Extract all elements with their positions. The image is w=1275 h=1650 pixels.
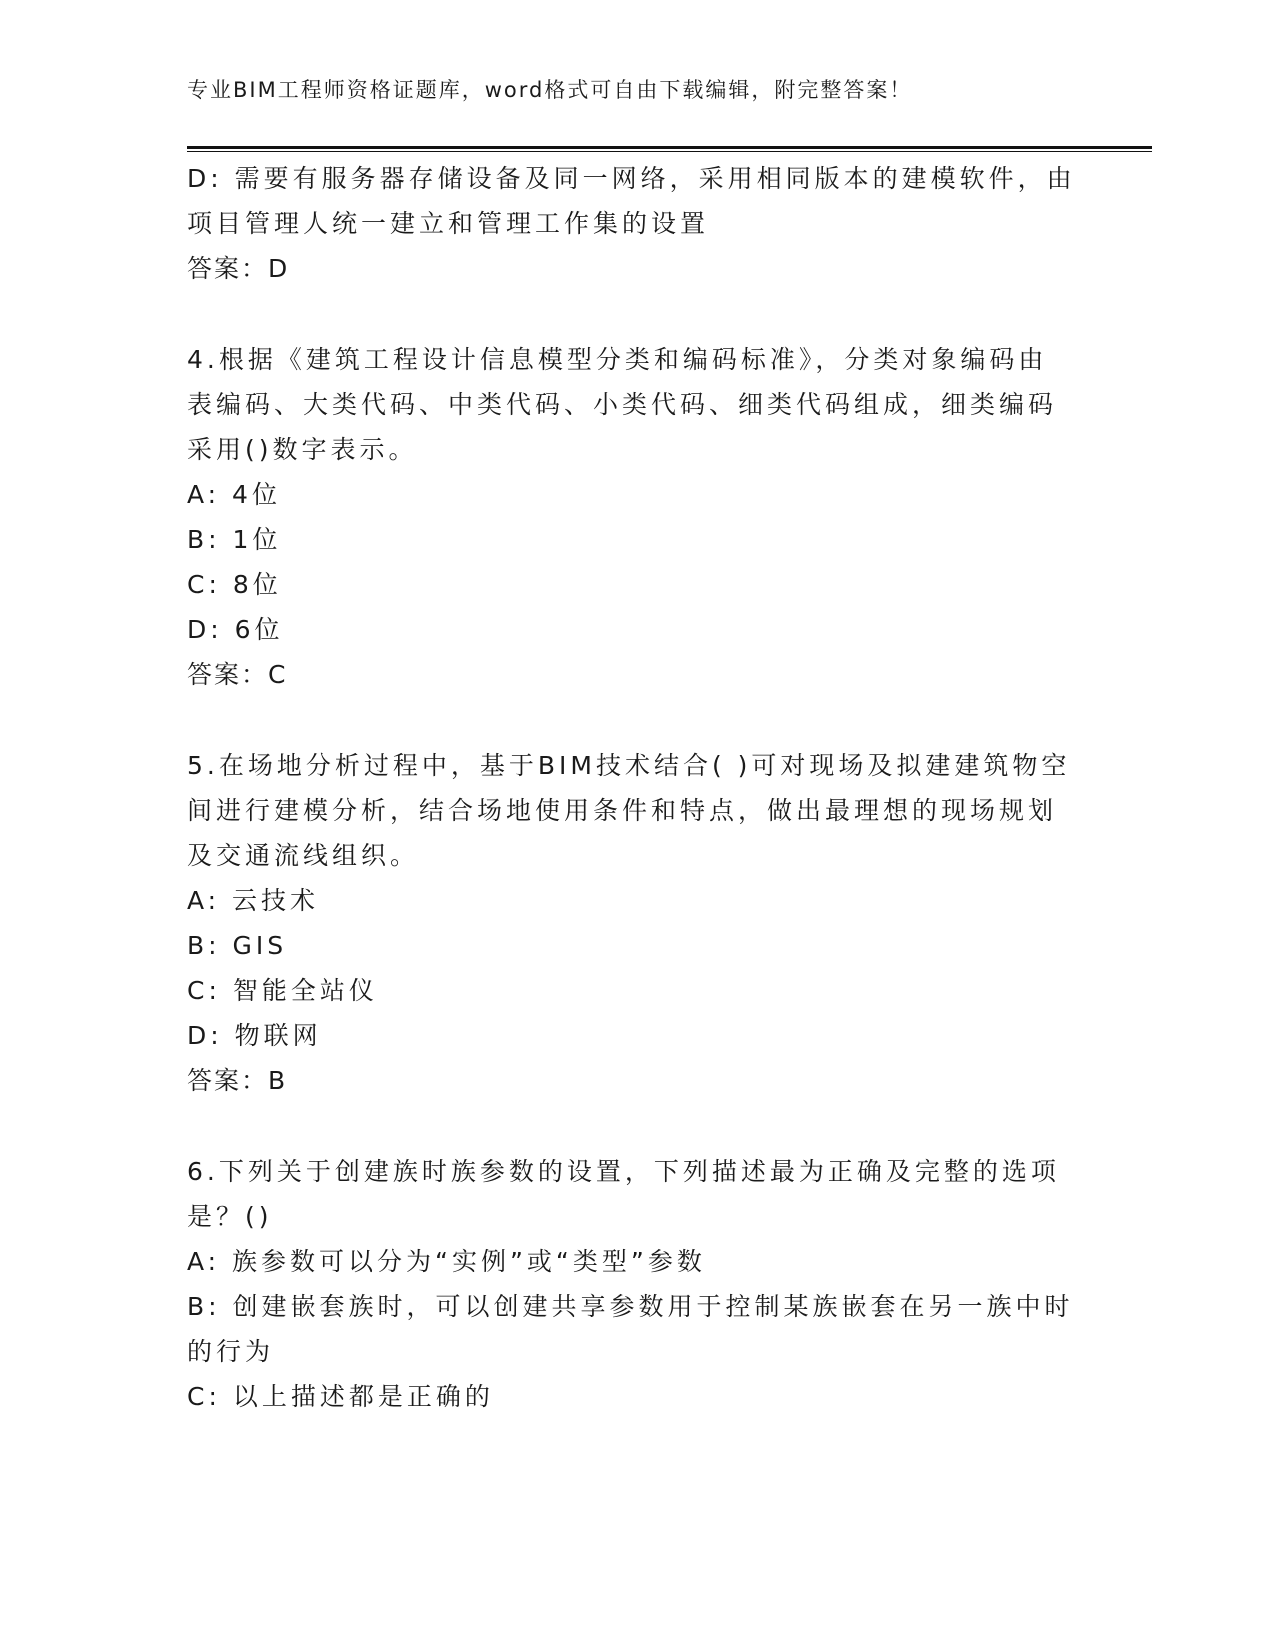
- spacer: [187, 1103, 1087, 1149]
- q4-option-c: C: 8位: [187, 570, 282, 599]
- q5-stem-line2: 间进行建模分析，结合场地使用条件和特点，做出最理想的现场规划: [187, 796, 1058, 825]
- q4-option-d: D: 6位: [187, 615, 284, 644]
- page-header: 专业BIM工程师资格证题库，word格式可自由下载编辑，附完整答案！: [187, 78, 913, 102]
- q4-stem-line1: 4.根据《建筑工程设计信息模型分类和编码标准》，分类对象编码由: [187, 345, 1048, 374]
- q5-answer: 答案：B: [187, 1066, 288, 1095]
- q4-option-b: B: 1位: [187, 525, 282, 554]
- header-rule-thick: [187, 146, 1152, 149]
- question-content: [187, 156, 1087, 1419]
- q6-stem-line1: 6.下列关于创建族时族参数的设置，下列描述最为正确及完整的选项: [187, 1157, 1060, 1186]
- spacer: [187, 291, 1087, 337]
- prev-option-d-line1: D: 需要有服务器存储设备及同一网络，采用相同版本的建模软件，由: [187, 164, 1076, 193]
- prev-answer: 答案：D: [187, 254, 290, 283]
- q5-option-b: B: GIS: [187, 931, 288, 960]
- q6-stem-line2: 是？(): [187, 1202, 273, 1231]
- q5-stem-line3: 及交通流线组织。: [187, 841, 420, 870]
- q5-option-c: C: 智能全站仪: [187, 976, 378, 1005]
- q6-option-c: C: 以上描述都是正确的: [187, 1382, 494, 1411]
- q4-option-a: A: 4位: [187, 480, 281, 509]
- q4-answer: 答案：C: [187, 660, 288, 689]
- q5-option-a: A: 云技术: [187, 886, 320, 915]
- q6-option-a: A: 族参数可以分为“实例”或“类型”参数: [187, 1247, 706, 1276]
- spacer: [187, 697, 1087, 743]
- q6-option-b-line1: B: 创建嵌套族时，可以创建共享参数用于控制某族嵌套在另一族中时: [187, 1292, 1074, 1321]
- q6-option-b-line2: 的行为: [187, 1337, 275, 1366]
- prev-option-d-line2: 项目管理人统一建立和管理工作集的设置: [187, 209, 710, 238]
- header-rule-thin: [187, 151, 1152, 152]
- q5-option-d: D: 物联网: [187, 1021, 322, 1050]
- q5-stem-line1: 5.在场地分析过程中，基于BIM技术结合( )可对现场及拟建建筑物空: [187, 751, 1071, 780]
- q4-stem-line2: 表编码、大类代码、中类代码、小类代码、细类代码组成，细类编码: [187, 390, 1058, 419]
- q4-stem-line3: 采用()数字表示。: [187, 435, 418, 464]
